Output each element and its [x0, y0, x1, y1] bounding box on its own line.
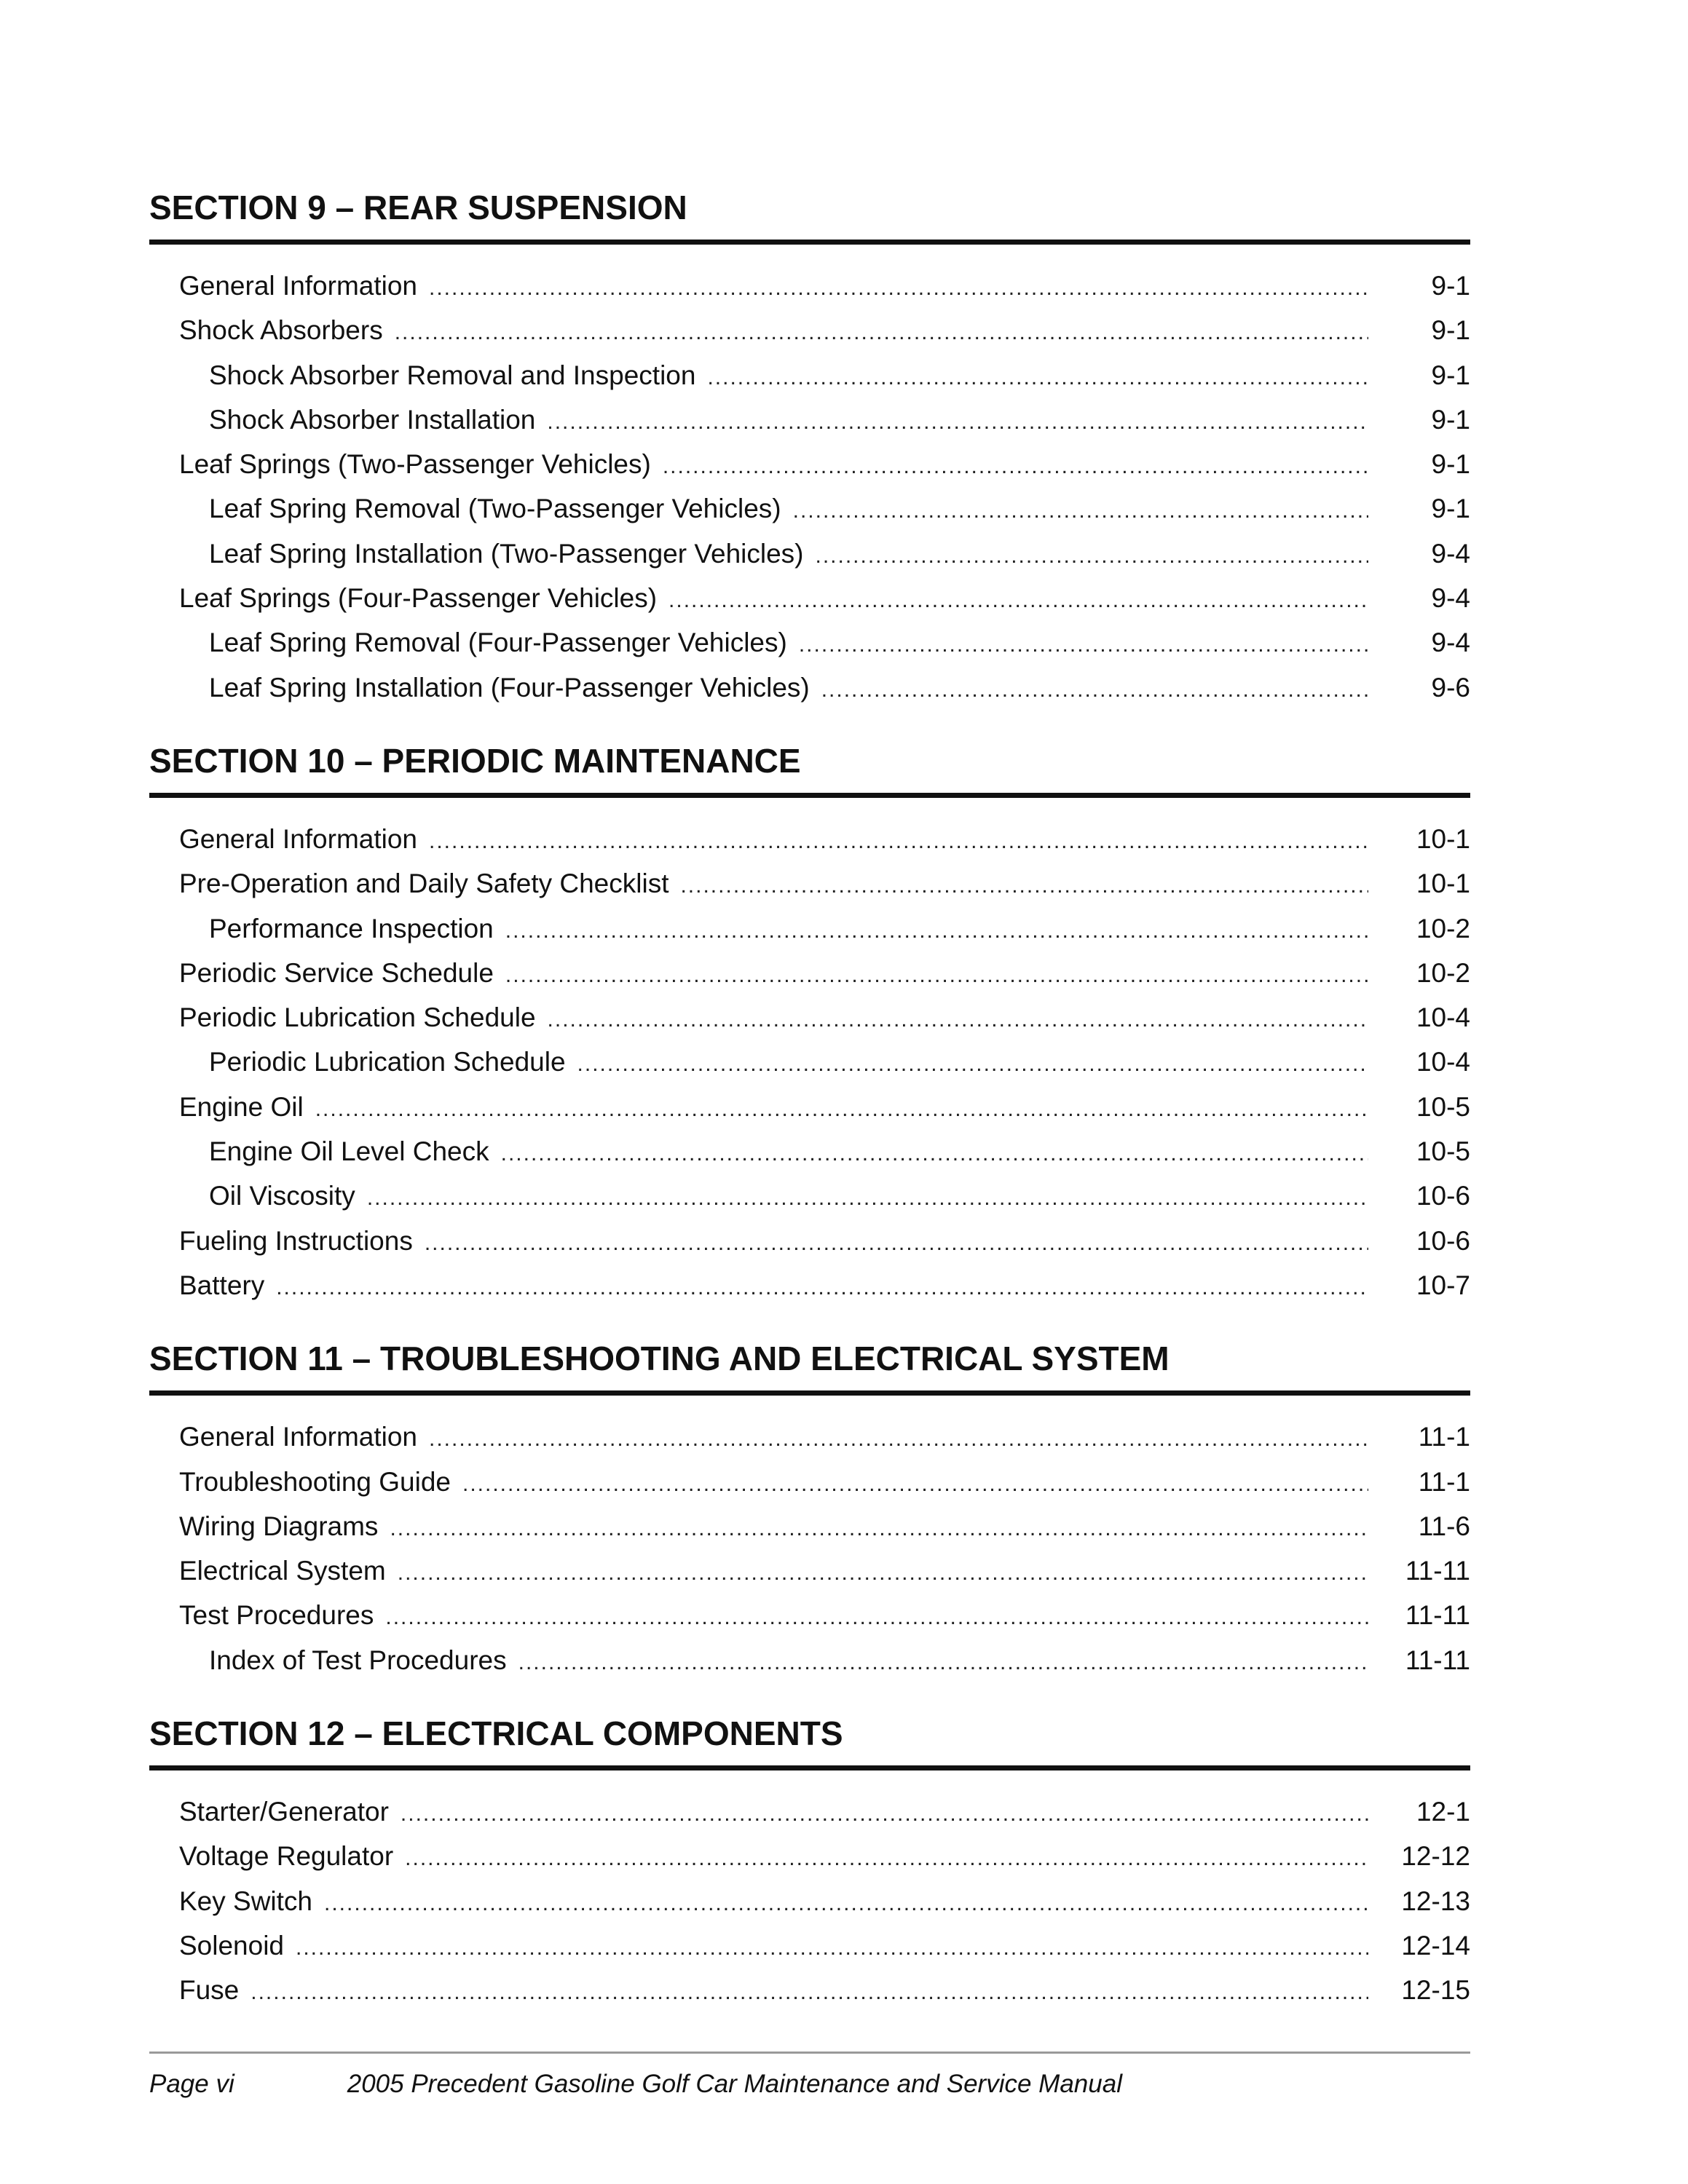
section-heading: SECTION 10 – PERIODIC MAINTENANCE [149, 741, 801, 780]
toc-entry-page: 12-14 [1401, 1930, 1470, 1961]
section-divider [149, 1765, 1470, 1770]
toc-entry-title: Shock Absorber Installation [209, 404, 536, 435]
toc-entry-list [149, 1789, 1470, 2012]
toc-entry[interactable] [149, 1593, 1470, 1637]
toc-entry-title: Engine Oil Level Check [209, 1136, 489, 1167]
toc-entry-title: Fueling Instructions [179, 1225, 413, 1256]
dot-leader [505, 953, 1368, 997]
toc-entry[interactable] [149, 308, 1470, 352]
toc-entry-page: 10-2 [1416, 913, 1470, 943]
dot-leader [518, 1640, 1368, 1685]
toc-entry-page: 10-5 [1416, 1091, 1470, 1122]
table-of-contents [149, 186, 1470, 2042]
dot-leader [429, 266, 1368, 310]
toc-entry-title: Periodic Service Schedule [179, 957, 494, 988]
toc-entry[interactable] [149, 861, 1470, 906]
dot-leader [577, 1042, 1368, 1086]
page-footer [149, 2066, 1122, 2102]
toc-entry-page: 10-4 [1416, 1047, 1470, 1077]
toc-entry-list [149, 264, 1470, 710]
toc-entry-page: 12-13 [1401, 1886, 1470, 1916]
toc-entry[interactable] [149, 1085, 1470, 1129]
section-heading: SECTION 12 – ELECTRICAL COMPONENTS [149, 1714, 843, 1753]
toc-entry-title: Shock Absorbers [179, 315, 383, 346]
toc-entry[interactable] [149, 1219, 1470, 1263]
toc-entry-title: Leaf Springs (Four-Passenger Vehicles) [179, 583, 658, 614]
toc-entry[interactable] [149, 1460, 1470, 1504]
section-heading: SECTION 9 – REAR SUSPENSION [149, 189, 687, 226]
toc-entry-title: Oil Viscosity [209, 1181, 355, 1211]
toc-entry-title: Index of Test Procedures [209, 1645, 507, 1675]
toc-entry-title: Periodic Lubrication Schedule [209, 1047, 566, 1077]
dot-leader [816, 534, 1369, 578]
dot-leader [548, 997, 1368, 1042]
toc-entry-page: 9-4 [1431, 628, 1470, 658]
dot-leader [395, 310, 1368, 355]
toc-entry[interactable] [149, 397, 1470, 442]
dot-leader [324, 1881, 1368, 1926]
dot-leader [385, 1595, 1368, 1639]
toc-entry-title: Pre-Operation and Daily Safety Checklist [179, 869, 669, 899]
toc-entry-page: 10-4 [1416, 1002, 1470, 1033]
section-divider [149, 793, 1470, 798]
toc-entry[interactable] [149, 1415, 1470, 1459]
toc-entry-page: 11-6 [1418, 1511, 1470, 1541]
toc-entry-page: 11-11 [1405, 1600, 1470, 1631]
toc-entry-title: Solenoid [179, 1930, 285, 1961]
toc-entry-title: Leaf Spring Removal (Two-Passenger Vehicles) [209, 494, 781, 524]
toc-entry[interactable] [149, 1129, 1470, 1174]
toc-entry-page: 9-1 [1431, 494, 1470, 524]
toc-entry-title: General Information [179, 1422, 418, 1452]
dot-leader [276, 1265, 1368, 1310]
footer-manual-title: 2005 Precedent Gasoline Golf Car Maintenance and Service Manual [347, 2070, 1122, 2098]
toc-entry[interactable] [149, 1789, 1470, 1834]
toc-entry-title: General Information [179, 823, 418, 854]
toc-entry[interactable] [149, 951, 1470, 995]
toc-entry-page: 9-1 [1431, 315, 1470, 346]
toc-section [149, 739, 1470, 1307]
toc-entry-page: 10-1 [1416, 869, 1470, 899]
toc-entry[interactable] [149, 995, 1470, 1040]
toc-entry[interactable] [149, 264, 1470, 308]
dot-leader [707, 355, 1368, 400]
section-divider [149, 1390, 1470, 1396]
toc-entry-page: 9-1 [1431, 404, 1470, 435]
section-divider [149, 240, 1470, 245]
toc-entry-title: Test Procedures [179, 1600, 374, 1631]
dot-leader [821, 668, 1368, 712]
toc-entry-title: Leaf Spring Removal (Four-Passenger Vehicles) [209, 628, 787, 658]
dot-leader [799, 622, 1368, 667]
toc-entry-title: Wiring Diagrams [179, 1511, 379, 1541]
dot-leader [425, 1221, 1368, 1265]
toc-entry-page: 11-11 [1405, 1645, 1470, 1675]
toc-entry[interactable] [149, 620, 1470, 665]
toc-entry[interactable] [149, 1923, 1470, 1968]
toc-entry-title: Leaf Springs (Two-Passenger Vehicles) [179, 449, 651, 480]
toc-entry[interactable] [149, 1638, 1470, 1682]
dot-leader [390, 1506, 1368, 1551]
toc-entry[interactable] [149, 665, 1470, 710]
toc-entry-page: 9-4 [1431, 538, 1470, 569]
toc-entry-page: 10-2 [1416, 957, 1470, 988]
toc-entry[interactable] [149, 576, 1470, 620]
section-heading: SECTION 11 – TROUBLESHOOTING AND ELECTRICAL SYSTEM [149, 1340, 1170, 1378]
toc-section [149, 1712, 1470, 2012]
toc-entry-page: 9-1 [1431, 449, 1470, 480]
toc-entry-title: Leaf Spring Installation (Four-Passenger Vehicles) [209, 672, 810, 703]
dot-leader [429, 1417, 1368, 1461]
toc-entry-title: General Information [179, 271, 418, 301]
toc-entry-page: 10-5 [1416, 1136, 1470, 1167]
toc-entry-title: Starter/Generator [179, 1797, 389, 1827]
toc-entry[interactable] [149, 1834, 1470, 1878]
footer-page-number: Page vi [149, 2070, 234, 2098]
dot-leader [501, 1131, 1368, 1176]
toc-entry[interactable] [149, 817, 1470, 861]
dot-leader [680, 863, 1368, 908]
toc-entry-title: Key Switch [179, 1886, 313, 1916]
dot-leader [429, 819, 1368, 863]
toc-entry[interactable] [149, 442, 1470, 486]
footer-divider [149, 2052, 1470, 2054]
dot-leader [547, 400, 1368, 444]
toc-entry[interactable] [149, 1879, 1470, 1923]
toc-entry-title: Battery [179, 1270, 265, 1300]
toc-entry-page: 10-6 [1416, 1181, 1470, 1211]
toc-section [149, 1337, 1470, 1682]
dot-leader [367, 1176, 1368, 1220]
dot-leader [669, 578, 1368, 622]
toc-entry[interactable] [149, 531, 1470, 576]
toc-entry[interactable] [149, 906, 1470, 951]
toc-entry-page: 9-6 [1431, 672, 1470, 703]
dot-leader [315, 1087, 1368, 1131]
toc-entry-title: Shock Absorber Removal and Inspection [209, 360, 696, 390]
toc-entry-title: Engine Oil [179, 1091, 304, 1122]
toc-entry-title: Leaf Spring Installation (Two-Passenger Vehicles) [209, 538, 804, 569]
dot-leader [401, 1792, 1368, 1836]
toc-section [149, 186, 1470, 710]
toc-entry[interactable] [149, 1174, 1470, 1218]
toc-entry-page: 9-4 [1431, 583, 1470, 614]
toc-entry-page: 12-1 [1416, 1797, 1470, 1827]
toc-entry-title: Electrical System [179, 1556, 386, 1586]
dot-leader [793, 488, 1368, 533]
dot-leader [462, 1462, 1368, 1506]
toc-entry-title: Troubleshooting Guide [179, 1466, 451, 1497]
toc-entry-page: 11-11 [1405, 1556, 1470, 1586]
toc-entry-page: 11-1 [1418, 1422, 1470, 1452]
toc-entry[interactable] [149, 1968, 1470, 2012]
dot-leader [405, 1836, 1368, 1880]
dot-leader [296, 1926, 1368, 1970]
toc-entry-title: Voltage Regulator [179, 1841, 394, 1872]
toc-entry-title: Performance Inspection [209, 913, 494, 943]
toc-entry-page: 12-15 [1401, 1975, 1470, 2006]
toc-entry-list [149, 1415, 1470, 1682]
dot-leader [251, 1970, 1368, 2014]
dot-leader [663, 444, 1368, 488]
toc-entry-title: Periodic Lubrication Schedule [179, 1002, 536, 1033]
toc-entry-list [149, 817, 1470, 1307]
toc-entry-page: 10-6 [1416, 1225, 1470, 1256]
toc-entry[interactable] [149, 1263, 1470, 1307]
dot-leader [505, 909, 1368, 953]
toc-entry-page: 10-7 [1416, 1270, 1470, 1300]
toc-entry[interactable] [149, 1504, 1470, 1548]
toc-entry-page: 10-1 [1416, 823, 1470, 854]
toc-entry[interactable] [149, 486, 1470, 531]
toc-entry[interactable] [149, 353, 1470, 397]
toc-entry-page: 9-1 [1431, 360, 1470, 390]
dot-leader [398, 1551, 1368, 1595]
toc-entry[interactable] [149, 1040, 1470, 1084]
toc-entry-page: 12-12 [1401, 1841, 1470, 1872]
toc-entry-page: 11-1 [1418, 1466, 1470, 1497]
toc-entry-title: Fuse [179, 1975, 240, 2006]
toc-entry[interactable] [149, 1548, 1470, 1593]
toc-entry-page: 9-1 [1431, 271, 1470, 301]
